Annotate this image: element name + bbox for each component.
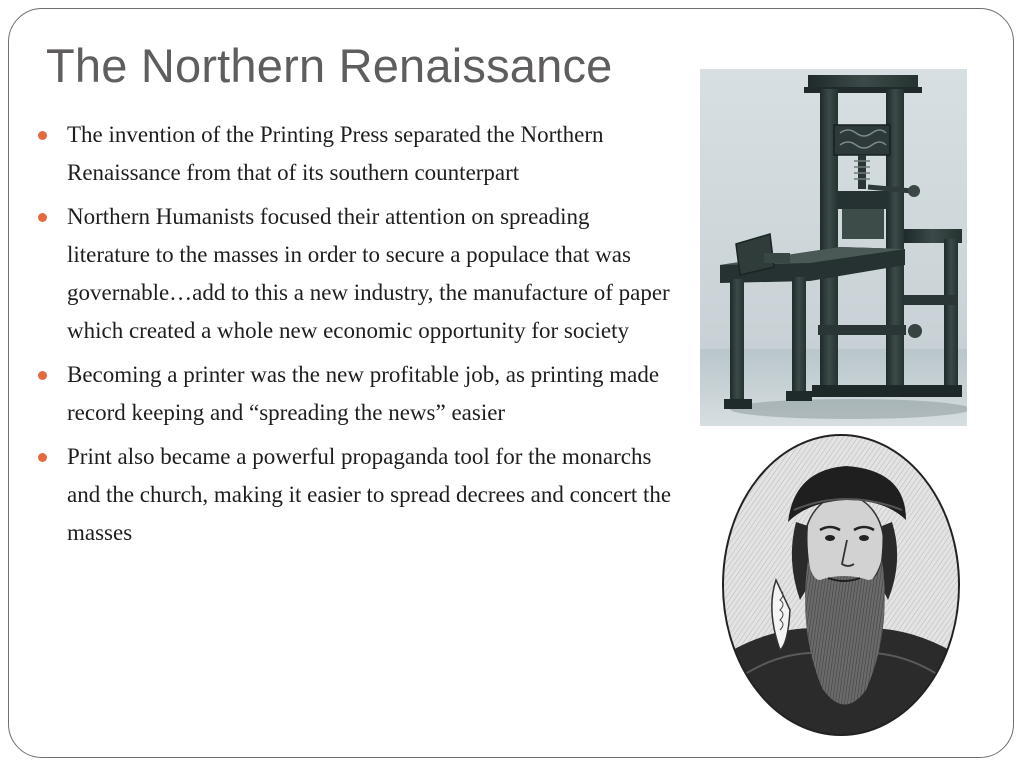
bullet-list — [38, 116, 678, 558]
bullet-item — [38, 116, 678, 192]
bullet-text: Northern Humanists focused their attention on spreading literature to the masses in order to secure a populace that was governable…add to this a new industry, the manufacture of paper which created a whole new economic opportunity for society — [67, 204, 670, 343]
bullet-item — [38, 438, 678, 552]
bullet-dot-icon — [38, 131, 47, 140]
bullet-dot-icon — [38, 213, 47, 222]
bullet-text: Print also became a powerful propaganda tool for the monarchs and the church, making it easier to spread decrees and concert the masses — [67, 444, 672, 545]
engraved-portrait-oval — [716, 430, 966, 740]
bullet-dot-icon — [38, 453, 47, 462]
slide-title: The Northern Renaissance — [46, 39, 613, 92]
bullet-text: Becoming a printer was the new profitable job, as printing made record keeping and “spreading the news” easier — [67, 362, 660, 425]
bullet-item — [38, 356, 678, 432]
bullet-item — [38, 198, 678, 350]
bullet-text: The invention of the Printing Press separated the Northern Renaissance from that of its southern counterpart — [67, 122, 604, 185]
printing-press-photo — [700, 69, 967, 426]
bullet-dot-icon — [38, 371, 47, 380]
